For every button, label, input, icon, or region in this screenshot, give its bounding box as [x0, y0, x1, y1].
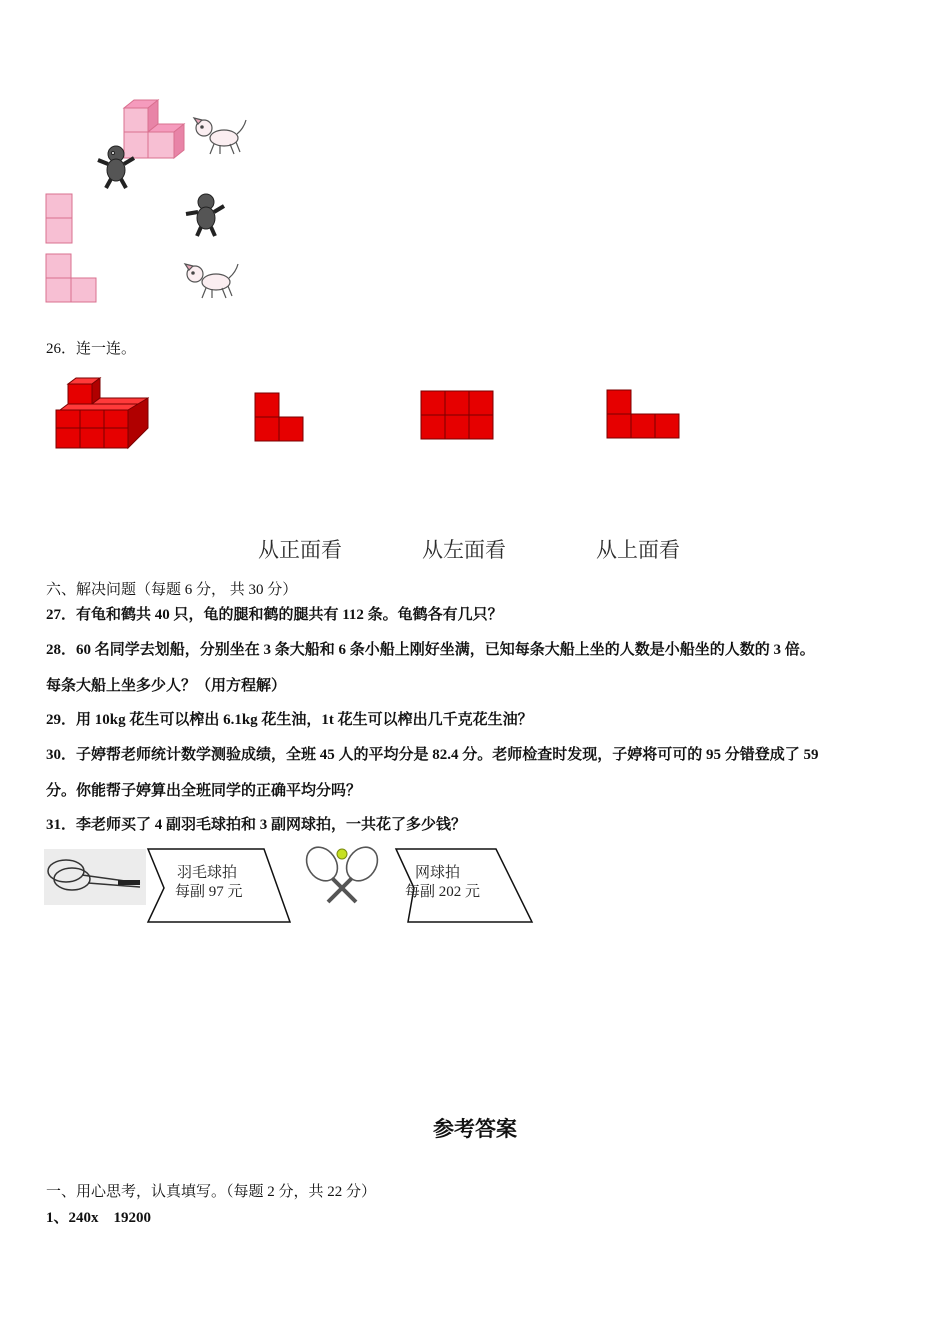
tennis-price: 每副 202 元 [405, 884, 481, 900]
red-view-l-long [606, 389, 682, 441]
badminton-name: 羽毛球拍 [177, 865, 238, 881]
question-29: 29．用 10kg 花生可以榨出 6.1kg 花生油，1t 花生可以榨出几千克花生油？ [46, 712, 533, 728]
view-label-left: 从左面看 [422, 538, 506, 562]
question-28-line1: 28．60 名同学去划船，分别坐在 3 条大船和 6 条小船上刚好坐满，已知每条大船上坐的人数是小船坐的人数的 3 倍。 [46, 642, 815, 658]
red-view-rect [420, 390, 494, 442]
tennis-name: 网球拍 [415, 865, 461, 881]
question-27: 27．有龟和鹤共 40 只，龟的腿和鹤的腿共有 112 条。龟鹤各有几只？ [46, 607, 503, 623]
question-26-label: 26．连一连。 [46, 341, 137, 357]
view-label-top: 从上面看 [596, 538, 680, 562]
question-31: 31．李老师买了 4 副羽毛球拍和 3 副网球拍，一共花了多少钱？ [46, 817, 467, 833]
dog-icon [190, 114, 248, 156]
dog-icon [182, 260, 240, 302]
section-6-heading: 六、解决问题（每题 6 分， 共 30 分） [46, 582, 298, 598]
view-label-front: 从正面看 [258, 538, 342, 562]
question-30-line1: 30．子婷帮老师统计数学测验成绩，全班 45 人的平均分是 82.4 分。老师检查时发现，子婷将可可的 95 分错登成了 59 [46, 747, 819, 763]
monkey-icon [94, 142, 140, 190]
red-view-l-small [254, 392, 306, 442]
question-30-line2: 分。你能帮子婷算出全班同学的正确平均分吗？ [46, 783, 362, 799]
answer-1: 1、240x 19200 [46, 1210, 152, 1226]
badminton-racket-image [44, 849, 146, 905]
red-cube-solid [52, 376, 152, 450]
monkey-icon [182, 190, 228, 238]
answers-section-1: 一、用心思考，认真填写。（每题 2 分，共 22 分） [46, 1184, 377, 1200]
answers-title: 参考答案 [433, 1117, 517, 1141]
question-28-line2: 每条大船上坐多少人？（用方程解） [46, 678, 287, 694]
badminton-price: 每副 97 元 [175, 884, 243, 900]
tennis-racket-image [292, 840, 392, 906]
